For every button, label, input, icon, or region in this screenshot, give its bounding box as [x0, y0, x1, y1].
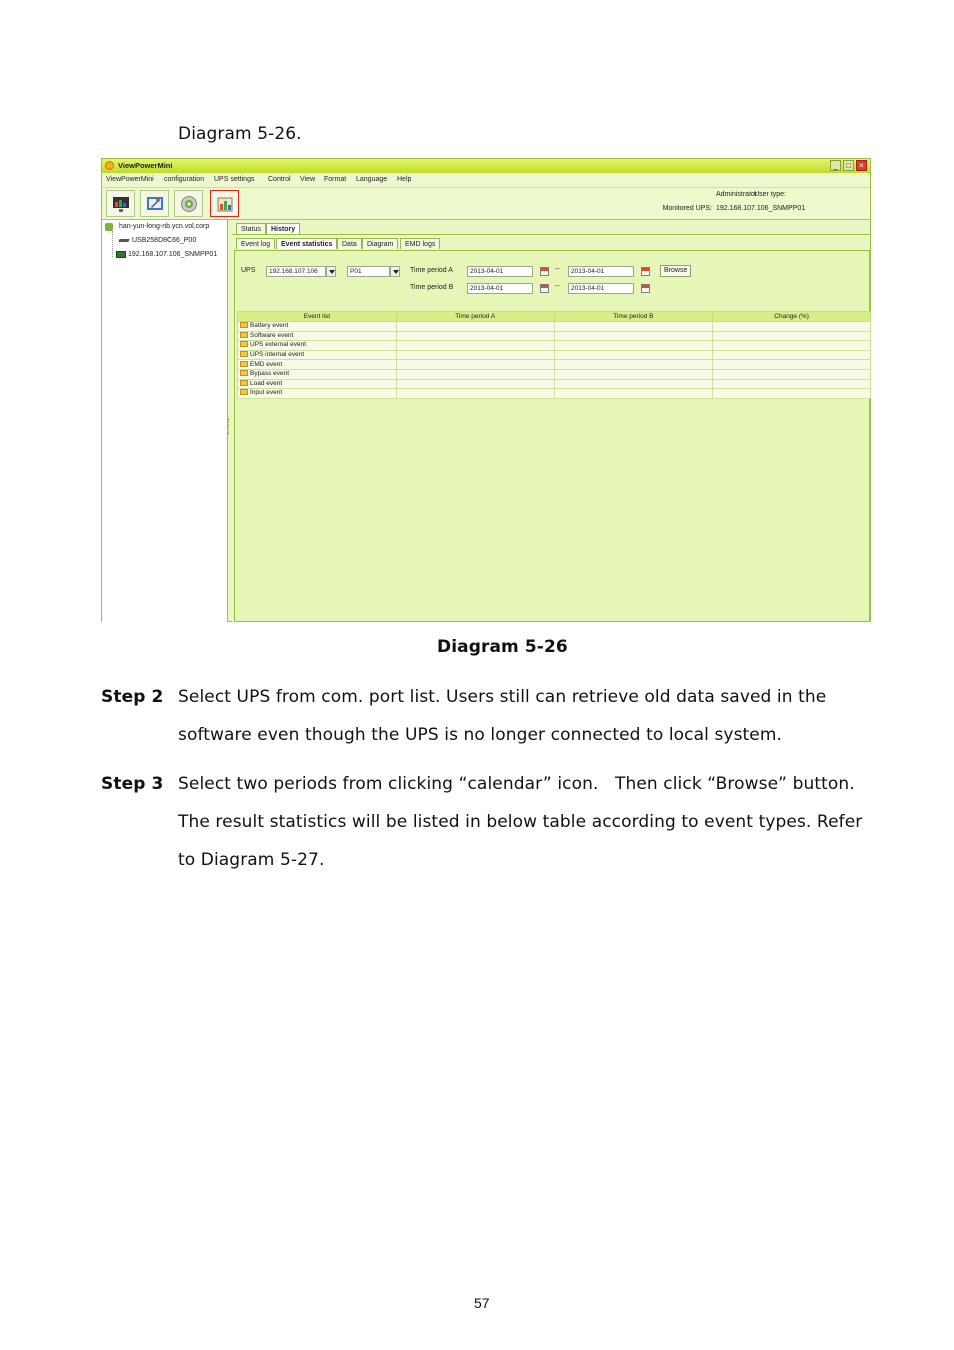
period-b-from-input[interactable]: 2013-04-01	[467, 283, 533, 294]
column-header[interactable]: Change (%)	[713, 312, 871, 322]
monitor-button[interactable]	[106, 190, 135, 217]
menu-view[interactable]: View	[300, 176, 316, 183]
event-name: Bypass event	[250, 370, 290, 378]
table-row[interactable]	[238, 389, 871, 399]
tab-status[interactable]: Status	[236, 223, 266, 234]
tree-snmp-device[interactable]: 192.168.107.106_SNMPP01	[128, 251, 218, 258]
history-button[interactable]	[210, 190, 239, 217]
maximize-button[interactable]: □	[843, 160, 854, 171]
period-b-to-input[interactable]: 2013-04-01	[568, 283, 634, 294]
table-row[interactable]	[238, 369, 871, 379]
column-header[interactable]: Time period B	[554, 312, 713, 322]
settings-tools-icon	[146, 195, 164, 213]
event-name: Input event	[250, 389, 283, 397]
tab-history[interactable]: History	[266, 223, 300, 234]
calendar-icon[interactable]	[641, 267, 650, 276]
menu-ups-settings[interactable]: UPS settings	[214, 176, 255, 183]
settings-button[interactable]	[174, 190, 203, 217]
monitored-ups-value: 192.168.107.106_SNMPP01	[716, 205, 806, 212]
page-number: 57	[474, 1295, 490, 1311]
folder-icon	[240, 341, 248, 347]
monitored-ups-label: Monitored UPS:	[662, 205, 712, 212]
minimize-button[interactable]: _	[830, 160, 841, 171]
period-a-from-input[interactable]: 2013-04-01	[467, 266, 533, 277]
period-separator: --	[555, 266, 560, 273]
usb-icon	[118, 239, 129, 242]
event-statistics-panel	[234, 250, 870, 622]
event-name: Load event	[250, 379, 283, 387]
gear-icon	[180, 195, 198, 213]
user-type-value: Administrator	[716, 191, 758, 198]
event-name: Battery event	[250, 322, 289, 330]
monitor-icon	[112, 195, 130, 213]
calendar-icon[interactable]	[641, 284, 650, 293]
menu-language[interactable]: Language	[356, 176, 388, 183]
step3-label: Step 3	[101, 774, 164, 794]
figure-caption-top: Diagram 5-26.	[178, 124, 302, 144]
menu-format[interactable]: Format	[324, 176, 347, 183]
menu-viewpowermini[interactable]: ViewPowerMini	[106, 176, 154, 183]
period-separator: --	[555, 283, 560, 290]
folder-icon	[240, 380, 248, 386]
ups-label: UPS	[241, 267, 256, 274]
column-header[interactable]: Time period A	[396, 312, 554, 322]
step2-text-line2: software even though the UPS is no longer connected to local system.	[178, 725, 783, 745]
chevron-down-icon[interactable]	[326, 266, 336, 277]
step2-label: Step 2	[101, 687, 164, 707]
subtab-data[interactable]: Data	[337, 238, 362, 249]
tree-usb-device[interactable]: USB258D8C66_P00	[132, 237, 197, 244]
event-name: EMD event	[250, 360, 283, 368]
folder-icon	[240, 370, 248, 376]
menu-help[interactable]: Help	[397, 176, 412, 183]
computer-icon	[105, 223, 113, 231]
event-name: UPS internal event	[250, 351, 305, 359]
table-row[interactable]	[238, 350, 871, 360]
subtab-event-log[interactable]: Event log	[236, 238, 275, 249]
period-b-label: Time period B	[410, 284, 454, 291]
tree-root[interactable]: han-yun-long-nb.ycn.vol.corp	[119, 223, 210, 230]
event-name: Software event	[250, 331, 294, 339]
chevron-down-icon[interactable]	[390, 266, 400, 277]
title-bar[interactable]	[102, 159, 870, 173]
port-select[interactable]: P01	[347, 266, 390, 277]
event-name: UPS external event	[250, 341, 307, 349]
subtab-diagram[interactable]: Diagram	[362, 238, 398, 249]
folder-icon	[240, 351, 248, 357]
content-area	[232, 220, 870, 622]
folder-icon	[240, 389, 248, 395]
step3-text-line2: The result statistics will be listed in below table according to event types. Refer	[178, 812, 863, 832]
column-header[interactable]: Event list	[238, 312, 397, 322]
menu-configuration[interactable]: configuration	[164, 176, 205, 183]
user-type-label: User type:	[754, 191, 786, 198]
splitter-handle[interactable]	[228, 419, 232, 435]
folder-icon	[240, 322, 248, 328]
calendar-icon[interactable]	[540, 267, 549, 276]
folder-icon	[240, 332, 248, 338]
folder-icon	[240, 361, 248, 367]
table-row[interactable]	[238, 341, 871, 351]
step2-text-line1: Select UPS from com. port list. Users still can retrieve old data saved in the	[178, 687, 827, 707]
subtab-event-statistics[interactable]: Event statistics	[276, 238, 337, 249]
history-chart-icon	[216, 195, 234, 213]
table-row[interactable]	[238, 360, 871, 370]
menu-control[interactable]: Control	[268, 176, 291, 183]
table-row[interactable]	[238, 322, 871, 332]
network-card-icon	[116, 251, 126, 258]
toolbar	[102, 188, 870, 220]
ups-select[interactable]: 192.168.107.106	[266, 266, 326, 277]
step3-text-line1: Select two periods from clicking “calendar” icon. Then click “Browse” button.	[178, 774, 855, 794]
figure-caption-bottom: Diagram 5-26	[437, 637, 568, 657]
subtab-emd-logs[interactable]: EMD logs	[400, 238, 440, 249]
browse-button[interactable]: Browse	[660, 265, 691, 277]
event-statistics-table	[237, 311, 871, 399]
menu-bar	[102, 174, 870, 188]
table-row[interactable]	[238, 331, 871, 341]
app-logo-icon	[105, 161, 114, 170]
calendar-icon[interactable]	[540, 284, 549, 293]
app-window	[101, 158, 871, 622]
configuration-button[interactable]	[140, 190, 169, 217]
window-title: ViewPowerMini	[118, 161, 173, 170]
table-row[interactable]	[238, 379, 871, 389]
step3-text-line3: to Diagram 5-27.	[178, 850, 325, 870]
period-a-to-input[interactable]: 2013-04-01	[568, 266, 634, 277]
device-tree	[102, 220, 228, 622]
close-button[interactable]: ×	[856, 160, 867, 171]
period-a-label: Time period A	[410, 267, 453, 274]
